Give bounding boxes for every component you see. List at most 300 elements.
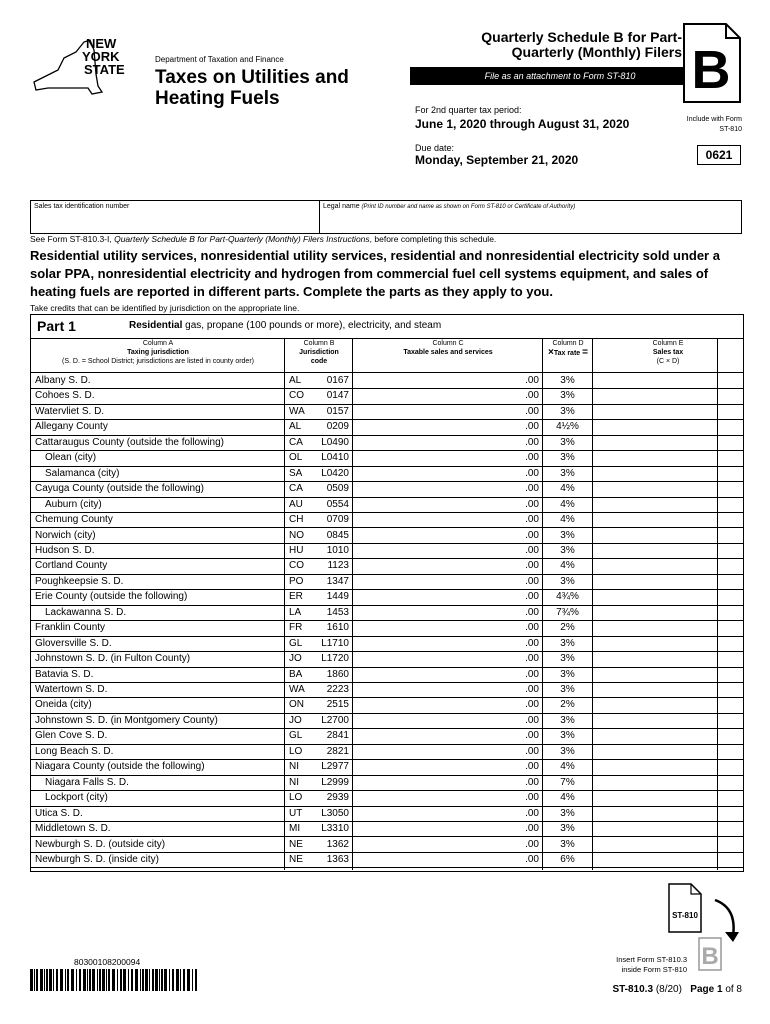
jurisdiction-name: Lackawanna S. D.: [45, 606, 127, 618]
logo-line-2: YORK: [82, 49, 120, 64]
tax-rate: 2%: [560, 622, 575, 634]
sales-tax-input[interactable]: [594, 543, 714, 558]
jurisdiction-code: 0209: [326, 421, 349, 433]
jurisdiction-name: Franklin County: [35, 622, 106, 634]
jurisdiction-state-code: NI: [289, 761, 299, 773]
jurisdiction-name: Olean (city): [45, 452, 97, 464]
jurisdiction-state-code: ER: [289, 591, 303, 603]
jurisdiction-name: Newburgh S. D. (outside city): [35, 838, 166, 850]
taxable-sales-cents: .00: [525, 653, 539, 665]
tax-rate: 3%: [560, 529, 575, 541]
sales-tax-input[interactable]: [594, 651, 714, 666]
barcode-bar: [53, 969, 54, 991]
jurisdiction-code: 2841: [326, 730, 349, 742]
jurisdiction-code: 2223: [326, 684, 349, 695]
jurisdiction-code: 1449: [326, 591, 349, 603]
tax-rate: 2%: [560, 699, 575, 711]
jurisdiction-name: Cattaraugus County (outside the following): [35, 436, 224, 448]
tax-rate: 3%: [560, 653, 575, 665]
taxable-sales-input[interactable]: [355, 528, 515, 543]
sales-tax-input[interactable]: [594, 419, 714, 434]
nys-logo: [28, 30, 138, 100]
due-date-value: Monday, September 21, 2020: [415, 153, 579, 167]
tax-rate: 4%: [560, 761, 575, 773]
sales-tax-input[interactable]: [594, 667, 714, 682]
taxable-sales-cents: .00: [525, 622, 539, 634]
sales-tax-id-field[interactable]: [31, 201, 320, 233]
sales-tax-input[interactable]: [594, 728, 714, 743]
taxable-sales-cents: .00: [525, 699, 539, 711]
tax-rate: 3%: [560, 390, 575, 402]
barcode-bar: [149, 969, 150, 991]
insert-note: Insert Form ST-810.3 inside Form ST-810: [616, 955, 687, 974]
table-row: [31, 543, 743, 559]
barcode-number: 80300108200094: [74, 957, 141, 967]
jurisdiction-name: Long Beach S. D.: [35, 745, 114, 757]
taxable-sales-input[interactable]: [355, 682, 515, 697]
logo-line-3: STATE: [84, 62, 125, 77]
table-row: [31, 697, 743, 713]
taxable-sales-input[interactable]: [355, 435, 515, 450]
barcode-bar: [97, 969, 98, 991]
barcode-bar: [195, 969, 197, 991]
jurisdiction-state-code: CA: [289, 436, 303, 448]
taxable-sales-cents: .00: [525, 838, 539, 850]
sales-tax-input[interactable]: [594, 775, 714, 790]
taxable-sales-input[interactable]: [355, 651, 515, 666]
barcode-bar: [89, 969, 91, 991]
jurisdiction-code: L0410: [321, 452, 349, 464]
form-title: Taxes on Utilities and Heating Fuels: [155, 67, 349, 109]
taxable-sales-cents: .00: [525, 421, 539, 433]
taxable-sales-cents: .00: [525, 745, 539, 757]
taxable-sales-input[interactable]: [355, 497, 515, 512]
taxable-sales-input[interactable]: [355, 620, 515, 635]
jurisdiction-state-code: OL: [289, 452, 303, 464]
taxable-sales-input[interactable]: [355, 806, 515, 821]
barcode-bar: [76, 969, 77, 991]
tax-rate: 4½%: [556, 421, 579, 433]
sales-tax-input[interactable]: [594, 713, 714, 728]
barcode-bar: [155, 969, 158, 991]
sales-tax-input[interactable]: [594, 589, 714, 604]
tax-rate: 6%: [560, 853, 575, 865]
jurisdiction-state-code: CO: [289, 390, 304, 402]
taxable-sales-cents: .00: [525, 637, 539, 649]
barcode-bar: [120, 969, 122, 991]
jurisdiction-code: 0167: [326, 375, 349, 386]
sales-tax-input[interactable]: [594, 636, 714, 651]
jurisdiction-state-code: NO: [289, 529, 304, 541]
tax-rate: 3%: [560, 544, 575, 556]
table-row: [31, 790, 743, 806]
barcode-bar: [56, 969, 58, 991]
taxable-sales-input[interactable]: [355, 419, 515, 434]
barcode-bar: [106, 969, 107, 991]
taxable-sales-cents: .00: [525, 684, 539, 695]
legal-name-field[interactable]: [320, 201, 740, 233]
table-row: [31, 512, 743, 528]
taxable-sales-input[interactable]: [355, 744, 515, 759]
tax-rate: 4%: [560, 483, 575, 495]
taxable-sales-input[interactable]: [355, 636, 515, 651]
barcode-bar: [36, 969, 38, 991]
table-row: [31, 728, 743, 744]
barcode-bar: [176, 969, 179, 991]
sales-tax-input[interactable]: [594, 373, 714, 388]
table-row: [31, 651, 743, 667]
jurisdiction-code: 1453: [326, 606, 349, 618]
attach-note: File as an attachment to Form ST-810: [410, 67, 710, 85]
part1-header: [31, 315, 743, 339]
sales-tax-input[interactable]: [594, 790, 714, 805]
jurisdiction-state-code: CH: [289, 514, 304, 526]
sales-tax-input[interactable]: [594, 837, 714, 852]
table-row: [31, 667, 743, 683]
barcode-bar: [65, 969, 66, 991]
sales-tax-input[interactable]: [594, 697, 714, 712]
sales-tax-input[interactable]: [594, 605, 714, 620]
curved-arrow-icon: [715, 900, 734, 936]
jurisdiction-code: L3050: [321, 807, 349, 819]
jurisdiction-state-code: UT: [289, 807, 303, 819]
sales-tax-input[interactable]: [594, 744, 714, 759]
jurisdiction-code: 0157: [326, 405, 349, 417]
tax-rate: 3%: [560, 575, 575, 587]
jurisdiction-name: Poughkeepsie S. D.: [35, 575, 124, 587]
taxable-sales-input[interactable]: [355, 450, 515, 465]
jurisdiction-code: L0420: [321, 467, 349, 479]
taxable-sales-input[interactable]: [355, 574, 515, 589]
sales-tax-id-label: Sales tax identification number: [34, 203, 130, 210]
sales-tax-input[interactable]: [594, 481, 714, 496]
logo-line-1: NEW: [86, 36, 117, 51]
table-row: [31, 481, 743, 497]
jurisdiction-name: Newburgh S. D. (inside city): [35, 853, 159, 865]
table-row: [31, 636, 743, 652]
jurisdiction-name: Chemung County: [35, 514, 113, 526]
due-date-label: Due date:: [415, 143, 455, 153]
jurisdiction-state-code: HU: [289, 544, 304, 556]
jurisdiction-state-code: GL: [289, 637, 303, 649]
taxable-sales-input[interactable]: [355, 512, 515, 527]
table-row: [31, 388, 743, 404]
jurisdiction-code: 1010: [326, 544, 349, 556]
taxable-sales-cents: .00: [525, 575, 539, 587]
taxable-sales-input[interactable]: [355, 821, 515, 836]
taxable-sales-cents: .00: [525, 375, 539, 386]
form-code-box: 0621: [697, 145, 741, 165]
jurisdiction-code: 1860: [326, 668, 349, 680]
jurisdiction-state-code: PO: [289, 575, 304, 587]
jurisdiction-name: Batavia S. D.: [35, 668, 94, 680]
jurisdiction-name: Auburn (city): [45, 498, 102, 510]
barcode-bar: [192, 969, 193, 991]
table-row: [31, 744, 743, 760]
barcode-bar: [169, 969, 170, 991]
barcode-bar: [142, 969, 144, 991]
jurisdiction-name: Allegany County: [35, 421, 108, 433]
jurisdiction-name: Oneida (city): [35, 699, 92, 711]
jurisdiction-state-code: JO: [289, 714, 302, 726]
taxable-sales-input[interactable]: [355, 605, 515, 620]
taxable-sales-input[interactable]: [355, 852, 515, 867]
schedule-letter: B: [691, 40, 731, 100]
jurisdiction-name: Lockport (city): [45, 792, 108, 804]
jurisdiction-code: 0509: [326, 483, 349, 495]
taxable-sales-cents: .00: [525, 730, 539, 742]
jurisdiction-code: L2700: [321, 714, 349, 726]
barcode-bar: [152, 969, 154, 991]
jurisdiction-code: 1347: [326, 575, 349, 587]
taxable-sales-input[interactable]: [355, 837, 515, 852]
table-row: [31, 466, 743, 482]
sales-tax-input[interactable]: [594, 821, 714, 836]
sales-tax-input[interactable]: [594, 558, 714, 573]
sales-tax-input[interactable]: [594, 574, 714, 589]
department-name: Department of Taxation and Finance: [155, 55, 284, 64]
table-row: [31, 713, 743, 729]
tax-rate: 4%: [560, 514, 575, 526]
jurisdiction-state-code: NE: [289, 838, 303, 850]
form-id: ST-810.3: [612, 984, 654, 995]
jurisdiction-state-code: WA: [289, 405, 305, 417]
tax-rate: 4%: [560, 498, 575, 510]
jurisdiction-code: 1363: [326, 853, 349, 865]
taxable-sales-input[interactable]: [355, 713, 515, 728]
taxable-sales-input[interactable]: [355, 728, 515, 743]
tax-rate: 3%: [560, 436, 575, 448]
barcode-bar: [34, 969, 35, 991]
barcode-bar: [159, 969, 160, 991]
taxable-sales-cents: .00: [525, 560, 539, 572]
jurisdiction-state-code: LA: [289, 606, 302, 618]
tax-rate: 3%: [560, 823, 575, 835]
legal-name-label: Legal name: [323, 203, 360, 210]
jurisdiction-state-code: JO: [289, 653, 302, 665]
taxable-sales-cents: .00: [525, 483, 539, 495]
sales-tax-input[interactable]: [594, 497, 714, 512]
taxable-sales-input[interactable]: [355, 697, 515, 712]
barcode-image: [30, 969, 200, 991]
taxable-sales-input[interactable]: [355, 388, 515, 403]
jurisdiction-state-code: CO: [289, 560, 304, 572]
barcode-bar: [140, 969, 141, 991]
sales-tax-input[interactable]: [594, 512, 714, 527]
barcode-bar: [123, 969, 126, 991]
jurisdiction-name: Utica S. D.: [35, 807, 83, 819]
jurisdiction-name: Norwich (city): [35, 529, 96, 541]
table-row: [31, 605, 743, 621]
schedule-letter-badge: [682, 22, 742, 104]
jurisdiction-code: 2515: [326, 699, 349, 711]
form-date: (8/20): [655, 984, 682, 995]
tax-rate: 3%: [560, 668, 575, 680]
barcode-bar: [99, 969, 101, 991]
taxable-sales-input[interactable]: [355, 543, 515, 558]
jurisdiction-code: 0845: [326, 529, 349, 541]
legal-name-hint: (Print ID number and name as shown on Form ST-810 or Certificate of Authority): [361, 204, 576, 210]
taxable-sales-input[interactable]: [355, 481, 515, 496]
page-footer: ST-810.3 (8/20) Page 1 of 8: [612, 984, 742, 995]
tax-rate: 3%: [560, 730, 575, 742]
jurisdiction-code: 0147: [326, 390, 349, 402]
part-description: Residential gas, propane (100 pounds or more), electricity, and steam: [129, 320, 442, 331]
table-row: [31, 497, 743, 513]
tax-rate: 3%: [560, 838, 575, 850]
taxable-sales-cents: .00: [525, 390, 539, 402]
column-e-header: Column E Sales tax (C × D): [652, 340, 684, 365]
taxable-sales-input[interactable]: [355, 466, 515, 481]
tax-rate: 3%: [560, 684, 575, 695]
tax-rate: 3%: [560, 745, 575, 757]
jurisdiction-name: Johnstown S. D. (in Fulton County): [35, 653, 191, 665]
barcode-bar: [145, 969, 148, 991]
taxable-sales-input[interactable]: [355, 589, 515, 604]
jurisdiction-name: Johnstown S. D. (in Montgomery County): [35, 714, 218, 726]
jurisdiction-name: Erie County (outside the following): [35, 591, 188, 603]
taxable-sales-cents: .00: [525, 452, 539, 464]
include-note: Include with Form ST-810: [686, 116, 742, 133]
sales-tax-input[interactable]: [594, 528, 714, 543]
sales-tax-input[interactable]: [594, 466, 714, 481]
barcode-bar: [30, 969, 33, 991]
barcode-bar: [71, 969, 74, 991]
taxable-sales-cents: .00: [525, 405, 539, 417]
sales-tax-input[interactable]: [594, 682, 714, 697]
tax-rate: 3%: [560, 637, 575, 649]
jurisdiction-code: 0554: [326, 498, 349, 510]
taxable-sales-input[interactable]: [355, 759, 515, 774]
barcode-bar: [102, 969, 105, 991]
table-row: [31, 620, 743, 636]
column-d-header: Column D ×Tax rate =: [548, 340, 588, 358]
jurisdiction-state-code: AU: [289, 498, 303, 510]
table-row: [31, 528, 743, 544]
tax-rate: 3%: [560, 714, 575, 726]
taxable-sales-cents: .00: [525, 714, 539, 726]
jurisdiction-name: Watervliet S. D.: [35, 405, 105, 417]
column-a-header: Column A Taxing jurisdiction (S. D. = School District; jurisdictions are listed in county order): [62, 340, 254, 365]
table-row: [31, 821, 743, 837]
barcode-bar: [183, 969, 185, 991]
jurisdiction-code: 2821: [326, 745, 349, 757]
taxable-sales-input[interactable]: [355, 667, 515, 682]
jurisdiction-name: Albany S. D.: [35, 375, 91, 386]
taxable-sales-cents: .00: [525, 606, 539, 618]
tax-rate: 3%: [560, 375, 575, 386]
tax-rate: 4%: [560, 560, 575, 572]
jurisdiction-code: 0709: [326, 514, 349, 526]
jurisdiction-code: L1710: [321, 637, 349, 649]
icon-form-label: ST-810: [672, 911, 698, 920]
barcode-bar: [164, 969, 167, 991]
jurisdiction-name: Niagara Falls S. D.: [45, 776, 129, 788]
jurisdiction-name: Cayuga County (outside the following): [35, 483, 204, 495]
table-row: [31, 574, 743, 590]
page-number: 1: [716, 984, 723, 995]
taxable-sales-input[interactable]: [355, 373, 515, 388]
barcode-bar: [83, 969, 86, 991]
jurisdiction-name: Cortland County: [35, 560, 108, 572]
jurisdiction-name: Watertown S. D.: [35, 684, 108, 695]
jurisdiction-name: Hudson S. D.: [35, 544, 95, 556]
table-row: [31, 775, 743, 791]
barcode-bar: [112, 969, 115, 991]
taxable-sales-input[interactable]: [355, 775, 515, 790]
sales-tax-input[interactable]: [594, 759, 714, 774]
barcode-bar: [117, 969, 118, 991]
barcode-bar: [60, 969, 63, 991]
barcode-bar: [79, 969, 81, 991]
taxable-sales-input[interactable]: [355, 558, 515, 573]
sales-tax-input[interactable]: [594, 388, 714, 403]
credits-note: Take credits that can be identified by jurisdiction on the appropriate line.: [30, 303, 300, 313]
part1-table: [30, 314, 744, 872]
jurisdiction-state-code: MI: [289, 823, 301, 835]
sales-tax-input[interactable]: [594, 450, 714, 465]
tax-rate: 3%: [560, 452, 575, 464]
barcode-bar: [87, 969, 88, 991]
jurisdiction-state-code: AL: [289, 421, 302, 433]
jurisdiction-name: Cohoes S. D.: [35, 390, 95, 402]
table-row: [31, 806, 743, 822]
period-label: For 2nd quarter tax period:: [415, 105, 522, 115]
taxable-sales-cents: .00: [525, 467, 539, 479]
jurisdiction-code: L3310: [321, 823, 349, 835]
taxable-sales-cents: .00: [525, 529, 539, 541]
barcode-bar: [44, 969, 45, 991]
barcode-bar: [67, 969, 69, 991]
table-row: [31, 852, 743, 868]
taxable-sales-cents: .00: [525, 792, 539, 804]
period-value: June 1, 2020 through August 31, 2020: [415, 117, 630, 131]
taxable-sales-cents: .00: [525, 776, 539, 788]
jurisdiction-state-code: LO: [289, 792, 303, 804]
barcode-bar: [40, 969, 43, 991]
jurisdiction-code: L2999: [321, 776, 349, 788]
jurisdiction-code: 1610: [326, 622, 349, 634]
taxable-sales-cents: .00: [525, 853, 539, 865]
sales-tax-input[interactable]: [594, 404, 714, 419]
sales-tax-input[interactable]: [594, 852, 714, 867]
jurisdiction-state-code: AL: [289, 375, 302, 386]
jurisdiction-state-code: ON: [289, 699, 304, 711]
sales-tax-input[interactable]: [594, 806, 714, 821]
jurisdiction-name: Gloversville S. D.: [35, 637, 112, 649]
taxable-sales-input[interactable]: [355, 404, 515, 419]
taxable-sales-input[interactable]: [355, 790, 515, 805]
table-row: [31, 759, 743, 775]
schedule-title: Quarterly Schedule B for Part-Quarterly (Monthly) Filers: [481, 29, 682, 60]
jurisdiction-code: 1362: [326, 838, 349, 850]
tax-rate: 3%: [560, 807, 575, 819]
jurisdiction-state-code: SA: [289, 467, 303, 479]
taxable-sales-cents: .00: [525, 823, 539, 835]
identification-box: [30, 200, 742, 234]
jurisdiction-name: Middletown S. D.: [35, 823, 111, 835]
part-label: Part 1: [37, 318, 76, 334]
taxable-sales-cents: .00: [525, 436, 539, 448]
sales-tax-input[interactable]: [594, 435, 714, 450]
taxable-sales-cents: .00: [525, 544, 539, 556]
jurisdiction-code: L1720: [321, 653, 349, 665]
barcode-bar: [180, 969, 181, 991]
taxable-sales-cents: .00: [525, 498, 539, 510]
sales-tax-input[interactable]: [594, 620, 714, 635]
barcode-bar: [172, 969, 174, 991]
column-b-header: Column B Jurisdiction code: [299, 340, 339, 365]
